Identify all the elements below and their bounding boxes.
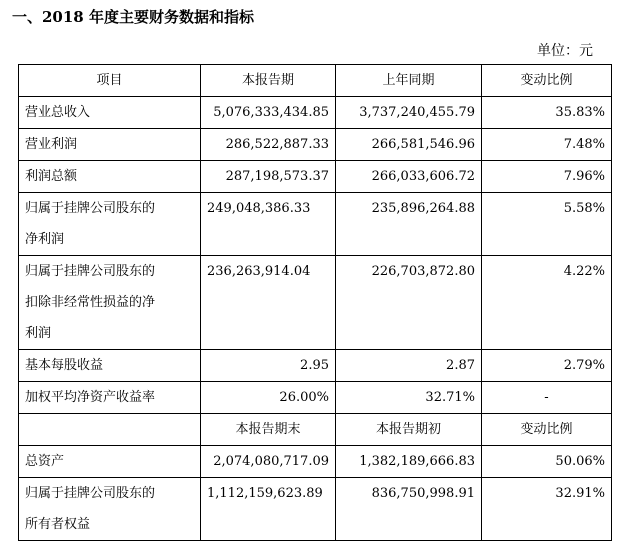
current-value: 5,076,333,434.85	[201, 97, 336, 129]
row-label: 归属于挂牌公司股东的 所有者权益	[19, 478, 201, 541]
previous-value: 1,382,189,666.83	[336, 446, 482, 478]
table-row	[19, 382, 612, 414]
change-value: 7.96%	[482, 161, 612, 193]
header-period-end: 本报告期末	[201, 414, 336, 446]
previous-value: 226,703,872.80	[336, 256, 482, 350]
current-value: 2,074,080,717.09	[201, 446, 336, 478]
current-value: 1,112,159,623.89	[201, 478, 336, 541]
table-row	[19, 350, 612, 382]
previous-value: 266,581,546.96	[336, 129, 482, 161]
previous-value: 32.71%	[336, 382, 482, 414]
header-change-ratio: 变动比例	[482, 65, 612, 97]
table-subheader-row	[19, 414, 612, 446]
row-label: 归属于挂牌公司股东的 扣除非经常性损益的净 利润	[19, 256, 201, 350]
current-value: 287,198,573.37	[201, 161, 336, 193]
table-row	[19, 129, 612, 161]
subheader-empty	[19, 414, 201, 446]
table-row	[19, 478, 612, 541]
header-previous-period: 上年同期	[336, 65, 482, 97]
previous-value: 836,750,998.91	[336, 478, 482, 541]
previous-value: 266,033,606.72	[336, 161, 482, 193]
table-header-row	[19, 65, 612, 97]
unit-label: 单位：元	[537, 43, 593, 59]
row-label: 营业利润	[19, 129, 201, 161]
change-value: 4.22%	[482, 256, 612, 350]
header-current-period: 本报告期	[201, 65, 336, 97]
current-value: 249,048,386.33	[201, 193, 336, 256]
change-value: -	[482, 382, 612, 414]
table-row	[19, 256, 612, 350]
table-row	[19, 446, 612, 478]
current-value: 26.00%	[201, 382, 336, 414]
change-value: 5.58%	[482, 193, 612, 256]
change-value: 32.91%	[482, 478, 612, 541]
current-value: 236,263,914.04	[201, 256, 336, 350]
previous-value: 3,737,240,455.79	[336, 97, 482, 129]
financial-data-table	[18, 64, 612, 541]
row-label: 营业总收入	[19, 97, 201, 129]
change-value: 7.48%	[482, 129, 612, 161]
row-label: 利润总额	[19, 161, 201, 193]
table-row	[19, 193, 612, 256]
change-value: 2.79%	[482, 350, 612, 382]
table-row	[19, 97, 612, 129]
row-label: 加权平均净资产收益率	[19, 382, 201, 414]
row-label: 归属于挂牌公司股东的 净利润	[19, 193, 201, 256]
change-value: 50.06%	[482, 446, 612, 478]
current-value: 286,522,887.33	[201, 129, 336, 161]
header-period-start: 本报告期初	[336, 414, 482, 446]
table-row	[19, 161, 612, 193]
row-label: 总资产	[19, 446, 201, 478]
header-item: 项目	[19, 65, 201, 97]
previous-value: 235,896,264.88	[336, 193, 482, 256]
change-value: 35.83%	[482, 97, 612, 129]
current-value: 2.95	[201, 350, 336, 382]
section-title: 一、2018 年度主要财务数据和指标	[12, 8, 254, 26]
header-change-ratio: 变动比例	[482, 414, 612, 446]
previous-value: 2.87	[336, 350, 482, 382]
row-label: 基本每股收益	[19, 350, 201, 382]
